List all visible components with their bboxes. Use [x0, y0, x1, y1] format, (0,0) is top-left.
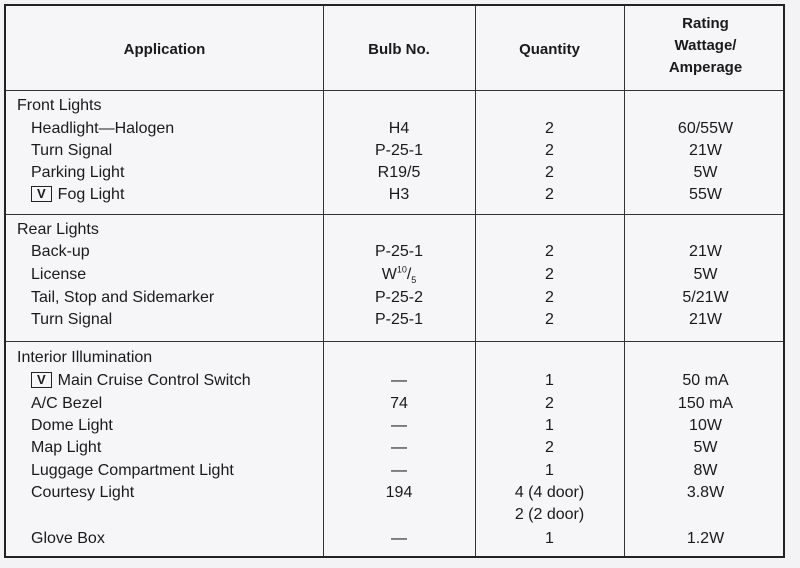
quantity-value: 2 — [545, 439, 554, 456]
application-label — [31, 370, 251, 392]
bulb-number: P-25-1 — [374, 142, 424, 159]
header-bulb: Bulb No. — [368, 41, 430, 58]
bulb-number: P-25-2 — [374, 289, 424, 306]
rating-value: 21W — [689, 243, 722, 260]
application-text: Fog Light — [57, 186, 125, 203]
quantity-value: 2 — [545, 120, 554, 137]
bulb-table — [4, 4, 785, 558]
rating-value: 21W — [689, 142, 722, 159]
quantity-value: 2 — [545, 289, 554, 306]
application-label: Turn Signal — [31, 142, 113, 159]
section-title: Front Lights — [17, 97, 102, 114]
application-label: Turn Signal — [31, 311, 113, 328]
bulb-number: — — [391, 462, 407, 479]
application-label: Parking Light — [31, 164, 125, 181]
row-divider — [6, 341, 783, 342]
rating-value: 5W — [693, 439, 718, 456]
quantity-value-alt: 2 (2 door) — [514, 506, 585, 523]
application-label: Back-up — [31, 243, 90, 260]
rating-value: 50 mA — [682, 372, 729, 389]
quantity-value: 2 — [545, 395, 554, 412]
rating-value: 5W — [693, 164, 718, 181]
quantity-value: 4 (4 door) — [514, 484, 585, 501]
rating-value: 5W — [693, 266, 718, 283]
quantity-value: 1 — [545, 530, 554, 547]
bulb-number: — — [391, 439, 407, 456]
rating-value: 1.2W — [686, 530, 725, 547]
bulb-number: H3 — [388, 186, 410, 203]
application-label: Glove Box — [31, 530, 105, 547]
bulb-number: — — [391, 417, 407, 434]
quantity-value: 1 — [545, 372, 554, 389]
bulb-number: $W^{10}/_5$ — [381, 264, 417, 286]
bulb-superscript: 10 — [396, 264, 407, 275]
bulb-subscript: 5 — [411, 275, 417, 286]
header-rating — [624, 13, 787, 79]
bulb-number: P-25-1 — [374, 243, 424, 260]
bulb-number: 74 — [390, 395, 408, 412]
header-application: Application — [123, 41, 206, 58]
application-label: Map Light — [31, 439, 102, 456]
header-rating-line: Wattage/ — [674, 37, 737, 54]
row-divider — [6, 214, 783, 215]
v-badge: V — [31, 372, 52, 388]
bulb-number: 194 — [385, 484, 413, 501]
quantity-value: 2 — [545, 243, 554, 260]
application-label: Tail, Stop and Sidemarker — [31, 289, 215, 306]
application-label: Dome Light — [31, 417, 113, 434]
rating-value: 5/21W — [682, 289, 729, 306]
header-rating-line: Amperage — [668, 59, 743, 76]
quantity-value: 2 — [545, 311, 554, 328]
rating-value: 150 mA — [677, 395, 734, 412]
rating-value: 55W — [689, 186, 722, 203]
v-badge: V — [31, 186, 52, 202]
rating-value: 21W — [689, 311, 722, 328]
section-title: Rear Lights — [17, 221, 99, 238]
quantity-value: 2 — [545, 142, 554, 159]
bulb-number: — — [391, 530, 407, 547]
bulb-number: P-25-1 — [374, 311, 424, 328]
application-label: Headlight—Halogen — [31, 120, 175, 137]
rating-value: 10W — [689, 417, 722, 434]
bulb-main: W — [381, 266, 397, 283]
application-label: License — [31, 266, 87, 283]
bulb-number: R19/5 — [377, 164, 421, 181]
application-label: Luggage Compartment Light — [31, 462, 234, 479]
application-text: Main Cruise Control Switch — [57, 372, 251, 389]
application-label: Courtesy Light — [31, 484, 135, 501]
section-title: Interior Illumination — [17, 349, 153, 366]
bulb-number: H4 — [388, 120, 410, 137]
application-label — [31, 184, 124, 206]
application-label: A/C Bezel — [31, 395, 103, 412]
row-divider — [6, 90, 783, 91]
header-rating-line: Rating — [682, 15, 729, 32]
quantity-value: 2 — [545, 266, 554, 283]
quantity-value: 2 — [545, 186, 554, 203]
rating-value: 8W — [693, 462, 718, 479]
quantity-value: 1 — [545, 417, 554, 434]
header-quantity: Quantity — [519, 41, 580, 58]
bulb-number: — — [391, 372, 407, 389]
quantity-value: 1 — [545, 462, 554, 479]
rating-value: 60/55W — [677, 120, 734, 137]
rating-value: 3.8W — [686, 484, 725, 501]
quantity-value: 2 — [545, 164, 554, 181]
